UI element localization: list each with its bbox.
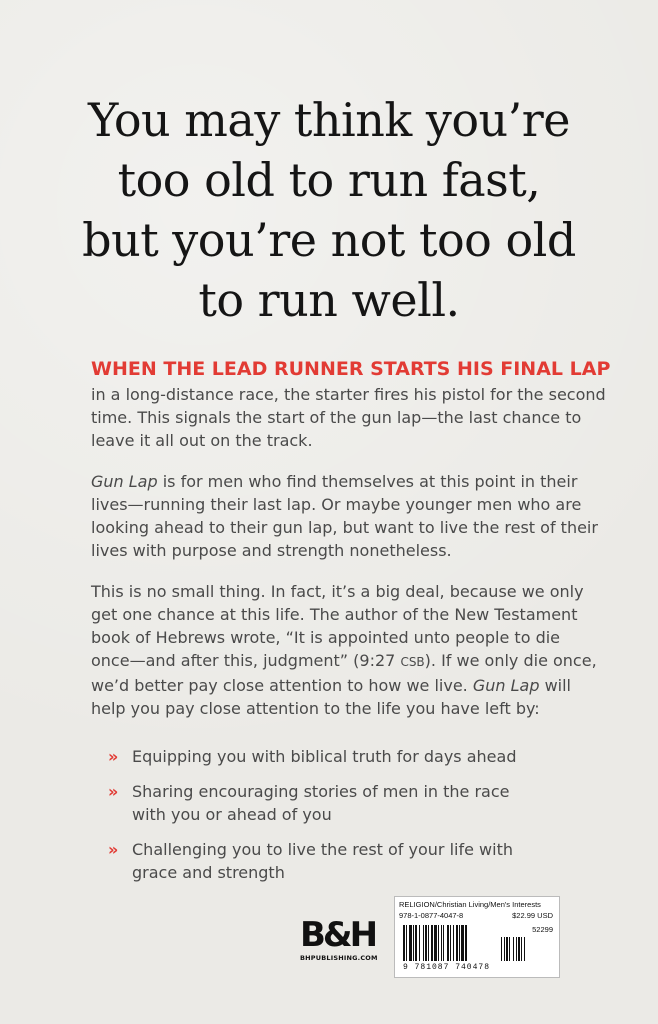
lead-heading: WHEN THE LEAD RUNNER STARTS HIS FINAL LAP xyxy=(91,358,611,380)
barcode-label xyxy=(394,896,560,978)
publisher-url: BHPUBLISHING.COM xyxy=(300,954,378,962)
text-line: Sharing encouraging stories of men in the race xyxy=(132,782,510,801)
chevron-bullet-icon: » xyxy=(108,840,119,859)
book-title: Gun Lap xyxy=(472,676,540,695)
book-title: Gun Lap xyxy=(91,472,158,491)
text-fragment: is for men who find themselves at this point in their xyxy=(157,472,578,491)
text-line: lives—running their last lap. Or maybe younger men who are xyxy=(91,495,582,514)
headline-line: to run well. xyxy=(198,273,460,327)
paragraph-1 xyxy=(91,383,606,452)
chevron-bullet-icon: » xyxy=(108,782,119,801)
headline xyxy=(40,90,618,330)
list-item xyxy=(108,838,588,884)
headline-line: too old to run fast, xyxy=(117,153,541,207)
paragraph-2 xyxy=(91,470,598,562)
paragraph-3 xyxy=(91,580,597,720)
text-line: leave it all out on the track. xyxy=(91,431,313,450)
text-line: in a long-distance race, the starter fires his pistol for the second xyxy=(91,385,606,404)
list-item xyxy=(108,745,588,768)
text-line xyxy=(91,649,597,674)
text-line: grace and strength xyxy=(132,863,285,882)
text-fragment: ). If we only die once, xyxy=(424,651,597,670)
price: $22.99 USD xyxy=(512,911,553,920)
text-line: Equipping you with biblical truth for days ahead xyxy=(132,747,517,766)
csb-abbrev: CSB xyxy=(400,655,425,669)
publisher-logo xyxy=(300,915,378,962)
price-code: 52299 xyxy=(532,925,553,934)
text-line: help you pay close attention to the life you have left by: xyxy=(91,699,540,718)
bh-logo-icon: B&H xyxy=(300,915,376,955)
text-line xyxy=(91,470,581,493)
text-line: looking ahead to their gun lap, but want to live the rest of their xyxy=(91,518,598,537)
barcode-number: 9 781087 740478 xyxy=(403,963,491,972)
text-fragment: once—and after this, judgment” (9:27 xyxy=(91,651,401,670)
list-item xyxy=(108,780,588,826)
headline-line: but you’re not too old xyxy=(82,213,576,267)
text-line xyxy=(91,674,581,697)
text-line: get one chance at this life. The author of the New Testament xyxy=(91,605,578,624)
category: RELIGION/Christian Living/Men's Interests xyxy=(399,900,541,909)
isbn: 978-1-0877-4047-8 xyxy=(399,911,464,920)
text-line: lives with purpose and strength nonetheless. xyxy=(91,541,452,560)
text-line: book of Hebrews wrote, “It is appointed unto people to die xyxy=(91,628,561,647)
chevron-bullet-icon: » xyxy=(108,747,119,766)
text-line: This is no small thing. In fact, it’s a big deal, because we only xyxy=(91,582,584,601)
headline-line: You may think you’re xyxy=(87,93,571,147)
text-fragment: will xyxy=(539,676,571,695)
bullet-list xyxy=(108,745,588,896)
text-line: Challenging you to live the rest of your life with xyxy=(132,840,513,859)
text-fragment: we’d better pay close attention to how we live. xyxy=(91,676,473,695)
text-line: time. This signals the start of the gun lap—the last chance to xyxy=(91,408,582,427)
barcode-icon xyxy=(401,925,553,963)
text-line: with you or ahead of you xyxy=(132,805,332,824)
